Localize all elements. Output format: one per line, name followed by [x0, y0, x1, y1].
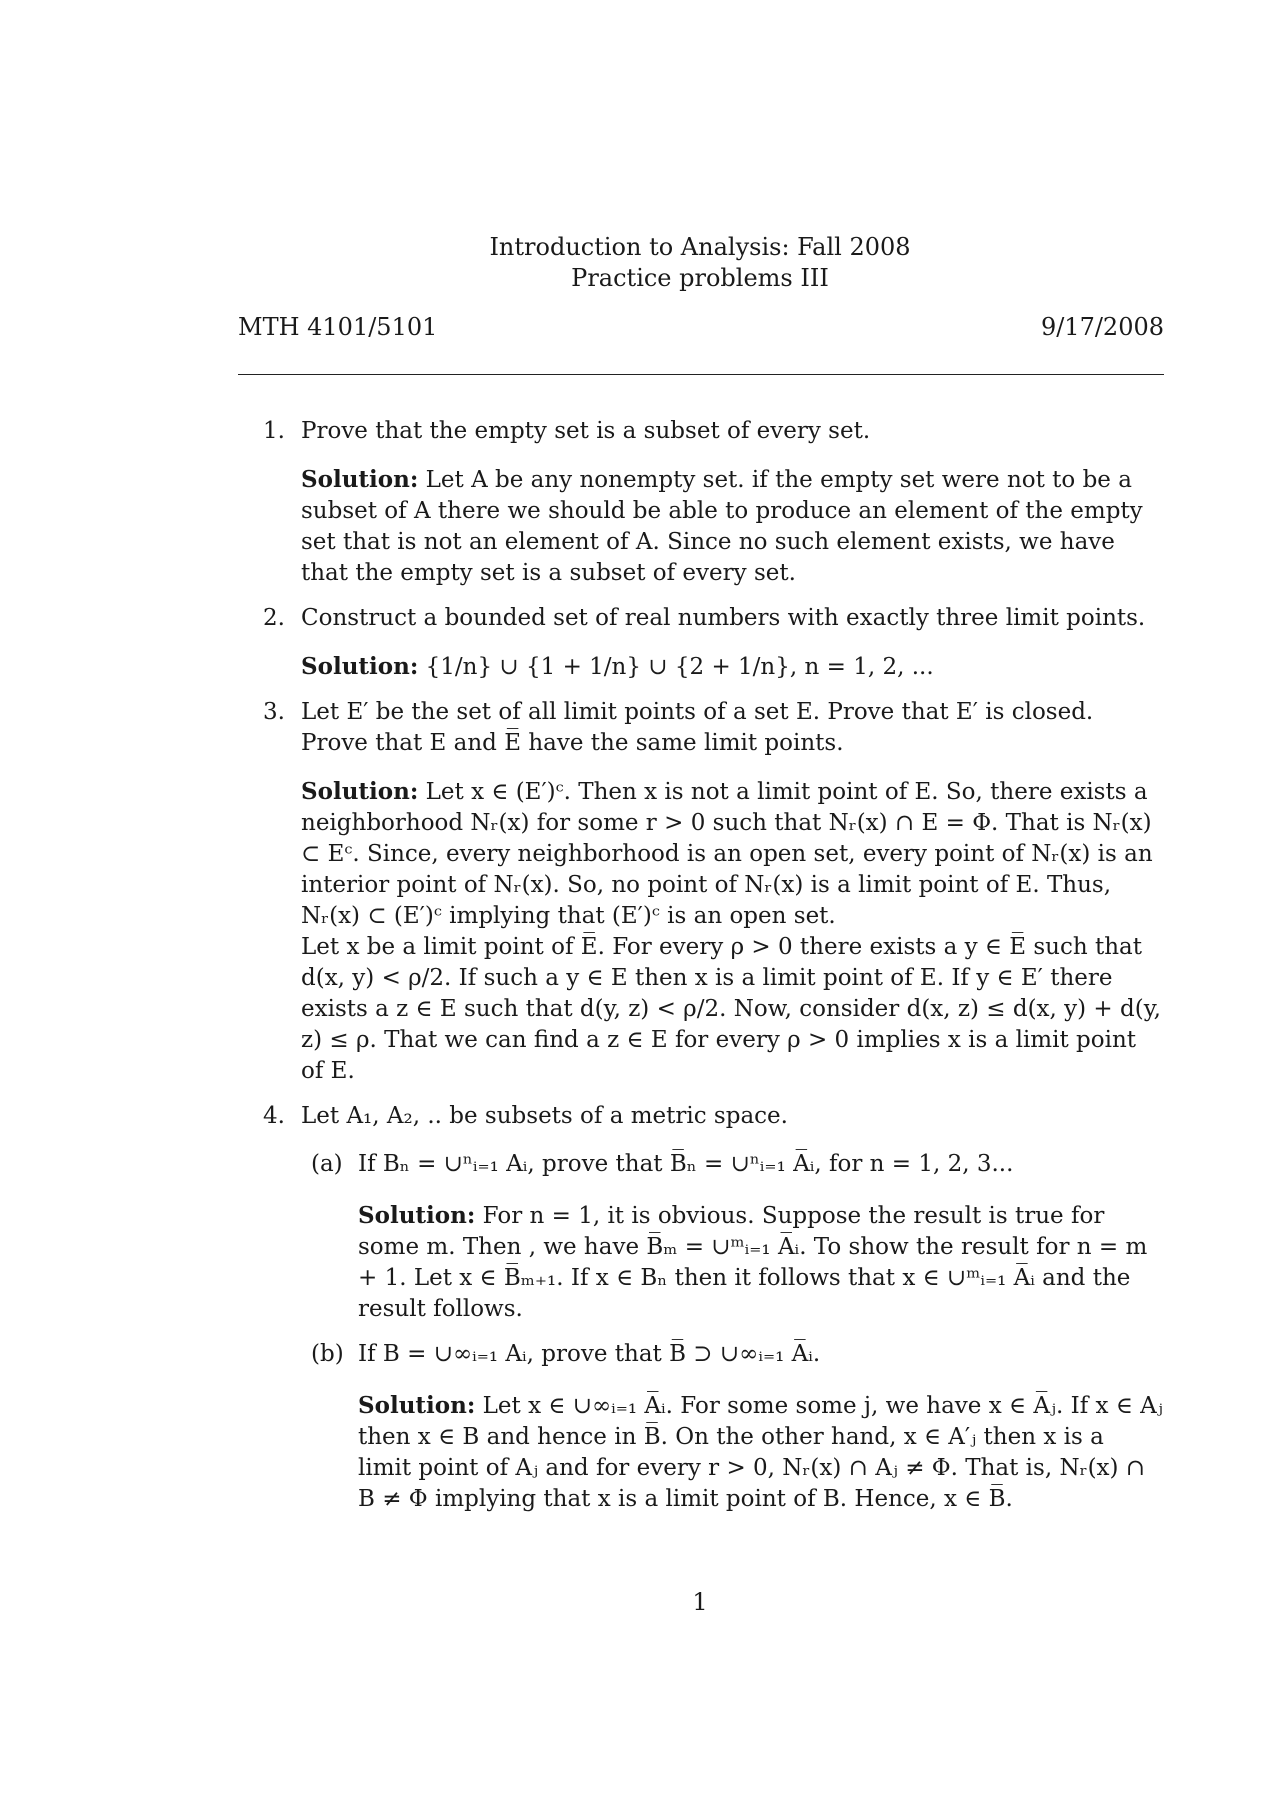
subproblem-b — [301, 1339, 1163, 1515]
course-code: MTH 4101/5101 — [238, 313, 438, 341]
solution-text: For n = 1, it is obvious. Suppose the result is true for some m. Then , we have B̅ₘ = ∪ᵐᵢ₌₁ A̅ᵢ. To show the result for n = m + 1. Let x ∈ B̅ₘ₊₁. If x ∈ Bₙ then it follows that x ∈ ∪ᵐᵢ₌₁ A̅ᵢ and the result follows. — [358, 1203, 1148, 1322]
course-title: Introduction to Analysis: Fall 2008 — [489, 233, 911, 261]
problem-number: 1. — [263, 418, 285, 444]
solution — [301, 464, 1163, 589]
solution-text: Let x ∈ ∪∞ᵢ₌₁ A̅ᵢ. For some some j, we have x ∈ A̅ⱼ. If x ∈ Aⱼ then x ∈ B and hence in B̅. On the other hand, x ∈ A′ⱼ then x is a limit point of Aⱼ and for every r > 0, Nᵣ(x) ∩ Aⱼ ≠ Φ. That is, Nᵣ(x) ∩ B ≠ Φ implying that x is a limit point of B. Hence, x ∈ B̅. — [358, 1393, 1163, 1512]
problem-statement: Construct a bounded set of real numbers with exactly three limit points. — [301, 605, 1146, 631]
problem-number: 2. — [263, 605, 285, 631]
problem-statement: Let E′ be the set of all limit points of a set E. Prove that E′ is closed. Prove that E and E̅ have the same limit points. — [301, 699, 1094, 756]
solution-text-continued: Let x be a limit point of E̅. For every ρ > 0 there exists a y ∈ E̅ such that d(x, y) < ρ/2. If such a y ∈ E then x is a limit point of E. If y ∈ E′ there exists a z ∈ E such that d(y, z) < ρ/2. Now, consider d(x, z) ≤ d(x, y) + d(y, z) ≤ ρ. That we can find a z ∈ E for every ρ > 0 implies x is a limit point of E. — [301, 934, 1161, 1084]
solution-text: {1/n} ∪ {1 + 1/n} ∪ {2 + 1/n}, n = 1, 2, ... — [425, 654, 934, 680]
problem-statement: Prove that the empty set is a subset of every set. — [301, 418, 871, 444]
problem-3 — [263, 697, 1163, 1087]
subproblem-a — [301, 1149, 1163, 1325]
solution-label: Solution: — [301, 466, 419, 493]
problem-list — [263, 416, 1163, 1529]
problem-2 — [263, 603, 1163, 683]
header — [0, 232, 1280, 294]
subproblem-label: (b) — [311, 1341, 344, 1367]
course-info-row — [238, 313, 1164, 341]
solution-label: Solution: — [301, 778, 419, 805]
document-subtitle: Practice problems III — [571, 264, 829, 292]
solution — [358, 1390, 1163, 1515]
problem-number: 3. — [263, 699, 285, 725]
problem-number: 4. — [263, 1103, 285, 1129]
solution — [301, 776, 1163, 1087]
solution-label: Solution: — [301, 653, 419, 680]
problem-statement: Let A₁, A₂, .. be subsets of a metric space. — [301, 1103, 788, 1129]
solution — [358, 1200, 1163, 1325]
subproblem-statement: If Bₙ = ∪ⁿᵢ₌₁ Aᵢ, prove that B̅ₙ = ∪ⁿᵢ₌₁ A̅ᵢ, for n = 1, 2, 3... — [358, 1151, 1014, 1177]
page-number: 1 — [692, 1588, 708, 1616]
problem-1 — [263, 416, 1163, 589]
solution-text: Let x ∈ (E′)ᶜ. Then x is not a limit point of E. So, there exists a neighborhood Nᵣ(x) for some r > 0 such that Nᵣ(x) ∩ E = Φ. That is Nᵣ(x) ⊂ Eᶜ. Since, every neighborhood is an open set, every point of Nᵣ(x) is an interior point of Nᵣ(x). So, no point of Nᵣ(x) is a limit point of E. Thus, Nᵣ(x) ⊂ (E′)ᶜ implying that (E′)ᶜ is an open set. — [301, 779, 1153, 929]
solution-text: Let A be any nonempty set. if the empty set were not to be a subset of A there we should be able to produce an element of the empty set that is not an element of A. Since no such element exists, we have that the empty set is a subset of every set. — [301, 467, 1143, 586]
problem-4 — [263, 1101, 1163, 1515]
solution-label: Solution: — [358, 1202, 476, 1229]
subproblem-label: (a) — [311, 1151, 343, 1177]
header-divider — [238, 374, 1164, 375]
subproblem-statement: If B = ∪∞ᵢ₌₁ Aᵢ, prove that B̅ ⊃ ∪∞ᵢ₌₁ A̅ᵢ. — [358, 1341, 821, 1367]
document-date: 9/17/2008 — [1040, 313, 1164, 341]
solution — [301, 651, 1163, 683]
solution-label: Solution: — [358, 1392, 476, 1419]
